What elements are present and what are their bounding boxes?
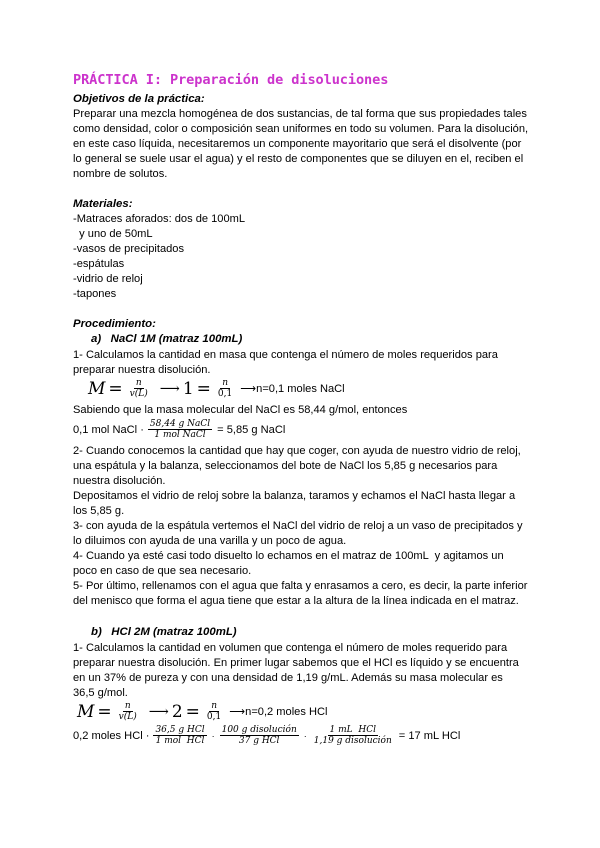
step-line: del menisco que forma el agua tiene que estar a la altura de la línea indicada en el matraz. [73, 595, 519, 607]
eq-numerator: n [211, 701, 217, 711]
eq-symbol: M [77, 701, 95, 722]
eq-symbol: 2 [171, 701, 183, 722]
eq-fraction [205, 701, 223, 722]
eq-numerator: 1 mL HCl [329, 725, 376, 735]
materiales-item: -tapones [73, 288, 117, 300]
objetivos-heading: Objetivos de la práctica: [73, 93, 205, 105]
eq-numerator: 36,5 g HCl [155, 725, 205, 735]
eq-fraction [220, 725, 299, 746]
section-b-intro: 36,5 g/mol. [73, 687, 128, 699]
eq-denominator: v(L) [118, 712, 137, 722]
section-a-intro: 1- Calculamos la cantidad en masa que contenga el número de moles requeridos para [73, 349, 498, 361]
eq-symbol: 1 [182, 378, 194, 399]
eq-result: = 17 mL HCl [398, 729, 461, 742]
eq-result: ⟶n=0,1 moles NaCl [240, 383, 345, 395]
step-line: una espátula y la balanza, seleccionamos del bote de NaCl los 5,85 g necesarios para [73, 460, 498, 472]
step-line: poco en caso de que sea necesario. [73, 565, 252, 577]
molar-mass-line: Sabiendo que la masa molecular del NaCl es 58,44 g/mol, entonces [73, 404, 408, 416]
section-b-intro: preparar nuestra disolución. En primer lugar sabemos que el HCl es líquido y se encuentra [73, 657, 519, 669]
eq-result: = 5,85 g NaCl [217, 423, 286, 436]
eq-arrow: ⟶ [159, 380, 180, 397]
eq-fraction [216, 378, 234, 399]
section-a-intro: preparar nuestra disolución. [73, 364, 211, 376]
section-b-heading: b) HCl 2M (matraz 100mL) [91, 626, 237, 638]
section-b-intro: 1- Calculamos la cantidad en volumen que contenga el número de moles requerido para [73, 642, 508, 654]
eq-fraction [148, 419, 212, 440]
molarity-equation-hcl [77, 701, 327, 722]
eq-denominator: 0,1 [206, 712, 222, 722]
eq-symbol: M [88, 378, 106, 399]
eq-fraction [117, 701, 139, 722]
eq-fraction [153, 725, 206, 746]
materiales-item: -vidrio de reloj [73, 273, 143, 285]
materiales-heading: Materiales: [73, 198, 133, 210]
page-title: PRÁCTICA I: Preparación de disoluciones [73, 72, 389, 88]
step-line: 4- Cuando ya esté casi todo disuelto lo echamos en el matraz de 100mL y agitamos un [73, 550, 504, 562]
eq-denominator: 1 mol HCl [155, 736, 205, 746]
section-b-intro: en un 37% de pureza y con una densidad de 1,19 g/mL. Además su masa molecular es [73, 672, 503, 684]
eq-symbol: = [196, 378, 211, 399]
materiales-item: y uno de 50mL [73, 228, 153, 240]
volume-equation-hcl [73, 725, 460, 746]
eq-numerator: 100 g disolución [221, 725, 297, 735]
objetivos-line: nombre de solutos. [73, 168, 168, 180]
eq-dot: · [303, 730, 307, 741]
eq-symbol: = [185, 701, 200, 722]
eq-denominator: 1,19 g disolución [313, 736, 392, 746]
objetivos-line: como densidad, color o composición sean uniformes en todo su volumen. Para la disolución, [73, 123, 529, 135]
eq-symbol: = [97, 701, 112, 722]
eq-denominator: 0,1 [217, 389, 233, 399]
eq-lead: 0,1 mol NaCl · [73, 423, 144, 436]
eq-fraction [128, 378, 150, 399]
eq-numerator: n [135, 378, 142, 388]
molarity-equation-nacl [88, 378, 345, 399]
mass-equation-nacl [73, 419, 285, 440]
objetivos-line: en este caso líquida, necesitaremos un componente mayoritario que será el disolvente (por [73, 138, 522, 150]
section-a-heading: a) NaCl 1M (matraz 100mL) [91, 333, 243, 345]
materiales-item: -vasos de precipitados [73, 243, 184, 255]
eq-lead: 0,2 moles HCl · [73, 729, 150, 742]
step-line: nuestra disolución. [73, 475, 166, 487]
eq-denominator: v(L) [129, 389, 148, 399]
eq-denominator: 37 g HCl [238, 736, 280, 746]
step-line: Depositamos el vidrio de reloj sobre la balanza, taramos y echamos el NaCl hasta llegar a [73, 490, 516, 502]
step-line: los 5,85 g. [73, 505, 125, 517]
eq-dot: · [211, 730, 215, 741]
step-line: 2- Cuando conocemos la cantidad que hay que coger, con ayuda de nuestro vidrio de reloj, [73, 445, 521, 457]
materiales-item: -Matraces aforados: dos de 100mL [73, 213, 246, 225]
eq-symbol: = [108, 378, 123, 399]
procedimiento-heading: Procedimiento: [73, 318, 156, 330]
step-line: 3- con ayuda de la espátula vertemos el NaCl del vidrio de reloj a un vaso de precipitados y [73, 520, 523, 532]
eq-result: ⟶n=0,2 moles HCl [229, 706, 328, 718]
step-line: lo diluimos con ayuda de una varilla y un poco de agua. [73, 535, 347, 547]
eq-numerator: 58,44 g NaCl [149, 419, 211, 429]
objetivos-line: lo general se suele usar el agua) y el resto de componentes que se diluyen en el, reciben el [73, 153, 524, 165]
eq-numerator: n [222, 378, 228, 388]
materiales-item: -espátulas [73, 258, 125, 270]
objetivos-line: Preparar una mezcla homogénea de dos sustancias, de tal forma que sus propiedades tales [73, 108, 527, 120]
step-line: 5- Por último, rellenamos con el agua que falta y enrasamos a cero, es decir, la parte inferior [73, 580, 528, 592]
eq-denominator: 1 mol NaCl [154, 430, 206, 440]
eq-fraction [312, 725, 394, 746]
eq-arrow: ⟶ [148, 703, 169, 720]
eq-numerator: n [124, 701, 131, 711]
